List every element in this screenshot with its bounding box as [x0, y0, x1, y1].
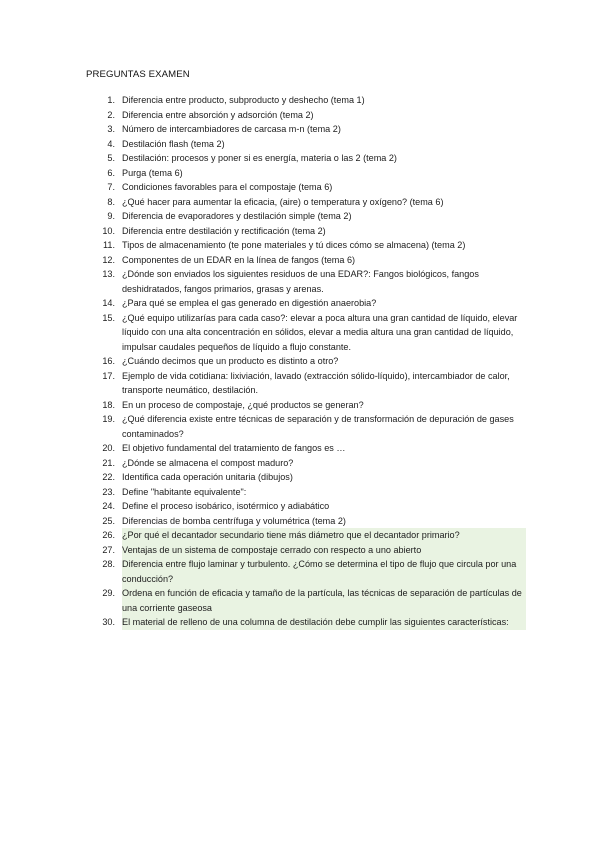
question-text: ¿Cuándo decimos que un producto es distinto a otro? [122, 356, 339, 366]
question-text: Purga (tema 6) [122, 167, 183, 178]
question-text: Define "habitante equivalente": [122, 486, 247, 497]
question-item [86, 615, 526, 630]
question-text: En un proceso de compostaje, ¿qué productos se generan? [122, 399, 364, 410]
question-number: 25. [102, 515, 115, 526]
question-text: Destilación flash (tema 2) [122, 138, 225, 149]
question-text: Diferencia de evaporadores y destilación simple (tema 2) [122, 211, 352, 221]
question-number: 6. [107, 167, 115, 178]
question-number: 21. [102, 457, 115, 468]
question-item [86, 224, 526, 239]
question-number: 11. [103, 240, 115, 250]
question-text: ¿Para qué se emplea el gas generado en digestión anaerobia? [122, 298, 377, 308]
question-text: Diferencia entre destilación y rectificación (tema 2) [122, 225, 326, 236]
question-number: 3. [107, 124, 115, 134]
question-number: 15. [102, 312, 115, 323]
question-item [86, 412, 526, 441]
question-text: Ejemplo de vida cotidiana: lixiviación, lavado (extracción sólido-líquido), intercambiador de calor, transporte neumático, destilación. [122, 370, 510, 395]
question-text: ¿Qué hacer para aumentar la eficacia, (aire) o temperatura y oxígeno? (tema 6) [122, 196, 444, 207]
question-number: 16. [102, 356, 115, 366]
question-text: Tipos de almacenamiento (te pone materiales y tú dices cómo se almacena) (tema 2) [122, 240, 466, 250]
question-item [86, 456, 526, 471]
question-number: 14. [102, 298, 115, 308]
question-item [86, 470, 526, 485]
question-text: El objetivo fundamental del tratamiento de fangos es … [122, 443, 346, 453]
question-item [86, 528, 526, 543]
question-text: Define el proceso isobárico, isotérmico y adiabático [122, 501, 330, 511]
question-text: Componentes de un EDAR en la línea de fangos (tema 6) [122, 254, 356, 265]
question-text: ¿Dónde se almacena el compost maduro? [122, 457, 294, 468]
question-item [86, 369, 526, 398]
question-item [86, 180, 526, 195]
question-text: Condiciones favorables para el compostaje (tema 6) [122, 182, 333, 192]
question-number: 28. [102, 559, 115, 569]
question-item [86, 354, 526, 369]
question-text: ¿Qué diferencia existe entre técnicas de separación y de transformación de depuración de gases contaminados? [122, 414, 514, 439]
question-number: 24. [102, 501, 115, 511]
question-item [86, 137, 526, 152]
question-number: 12. [102, 254, 115, 265]
question-item [86, 195, 526, 210]
question-number: 4. [107, 138, 115, 149]
question-item [86, 586, 526, 615]
question-number: 20. [102, 443, 115, 453]
question-item [86, 296, 526, 311]
question-number: 27. [102, 544, 115, 555]
question-item [86, 267, 526, 296]
question-text: El material de relleno de una columna de destilación debe cumplir las siguientes características: [122, 615, 526, 630]
question-item [86, 151, 526, 166]
question-item [86, 311, 526, 355]
question-item [86, 543, 526, 558]
question-text: ¿Dónde son enviados los siguientes residuos de una EDAR?: Fangos biológicos, fangos deshidratados, fangos primarios, grasas y arenas. [122, 269, 479, 294]
question-number: 30. [102, 617, 115, 627]
question-item [86, 108, 526, 123]
question-item [86, 122, 526, 137]
question-number: 1. [107, 95, 115, 105]
question-number: 22. [102, 472, 115, 482]
question-text: ¿Qué equipo utilizarías para cada caso?: elevar a poca altura una gran cantidad de líquido, elevar líquido con una alta concentración en sólidos, elevar a media altura una gran cantidad de líquido, impulsar caudales pequeños de líquido a flujo constante. [122, 312, 518, 352]
question-text: ¿Por qué el decantador secundario tiene más diámetro que el decantador primario? [122, 528, 526, 543]
question-text: Destilación: procesos y poner si es energía, materia o las 2 (tema 2) [122, 153, 397, 163]
question-list [86, 93, 526, 630]
question-item [86, 209, 526, 224]
question-text: Diferencia entre producto, subproducto y deshecho (tema 1) [122, 95, 365, 105]
question-item [86, 253, 526, 268]
question-number: 8. [107, 196, 115, 207]
question-item [86, 441, 526, 456]
question-number: 18. [102, 399, 115, 410]
question-item [86, 166, 526, 181]
question-item [86, 238, 526, 253]
question-text: Ordena en función de eficacia y tamaño de la partícula, las técnicas de separación de partículas de una corriente gaseosa [122, 586, 526, 615]
question-number: 29. [102, 588, 115, 598]
question-number: 23. [102, 486, 115, 497]
question-text: Número de intercambiadores de carcasa m-n (tema 2) [122, 124, 341, 134]
question-text: Diferencia entre flujo laminar y turbulento. ¿Cómo se determina el tipo de flujo que circula por una conducción? [122, 557, 526, 586]
question-number: 9. [107, 211, 115, 221]
question-item [86, 93, 526, 108]
question-item [86, 485, 526, 500]
question-item [86, 557, 526, 586]
question-text: Ventajas de un sistema de compostaje cerrado con respecto a uno abierto [122, 543, 526, 558]
question-number: 2. [107, 109, 115, 120]
question-number: 7. [107, 182, 115, 192]
question-item [86, 499, 526, 514]
question-number: 13. [102, 269, 115, 279]
question-text: Diferencias de bomba centrífuga y volumétrica (tema 2) [122, 515, 346, 526]
question-number: 10. [102, 225, 115, 236]
question-text: Diferencia entre absorción y adsorción (tema 2) [122, 109, 314, 120]
question-item [86, 398, 526, 413]
question-number: 5. [107, 153, 115, 163]
question-number: 19. [102, 414, 115, 424]
question-number: 17. [102, 370, 115, 381]
question-text: Identifica cada operación unitaria (dibujos) [122, 472, 293, 482]
page-title: PREGUNTAS EXAMEN [86, 69, 190, 80]
question-number: 26. [102, 530, 115, 540]
question-item [86, 514, 526, 529]
